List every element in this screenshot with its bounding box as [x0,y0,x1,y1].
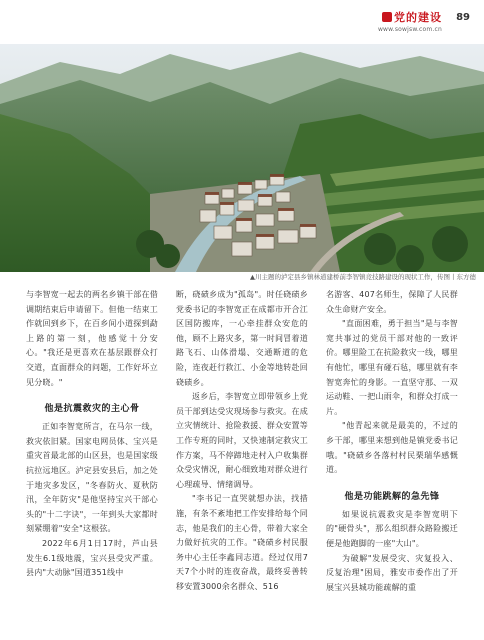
caption-text: ▲川主题的泸定县乡镇林道建桥前李智镇竞技路建设的现状工作，传图丨东方德 [250,273,476,281]
logo-title [378,9,442,25]
section-heading: 他是功能跳解的急先锋 [344,491,440,502]
logo-url: www.sowjsw.com.cn [377,26,442,33]
paragraph: 返乡后，李智宽立即带领乡上党员干部到达受灾现场参与救灾。在成立灾情统计、抢险救援、群众安置等工作专班的同时，又快速制定救灾工作方案，马不停蹄地走村入户收集群众受灾情况，耐心细致地对群众进行心理疏导、情绪调导。 [176,392,308,489]
column-1 [26,288,158,581]
column-3 [326,288,458,595]
page-header [0,0,484,40]
paragraph: 如果说抗震救灾是李智宽明下的"硬骨头"，那么组织群众路险搬迁便是他跑脚的一座"大山"。 [326,509,458,548]
paragraph: 与李智宽一起去的两名乡镇干部在借调期结束后申请留下。但他一结束工作就回到乡下，在百乡间小道探到勐上路的第一刻，他感觉十分安心。"我还是更喜欢在基层跟群众打交道，直面群众的问题，工作好坏立见分晓。" [26,290,158,387]
paragraph: 断，硗碛乡成为"孤岛"。时任硗碛乡党委书记的李智宽正在成都市开合江区国防搬库，一心牵挂群众安危的他，顾不上路灾多，第一时间冒着道路飞石、山体滑塌、交通断道的危险，连夜赶行救江、小金等地转赴回硗碛乡。 [176,290,308,387]
paragraph: 为破解"发展受灾、灾复投入、反复治理"困局，雅安市委作出了开展宝兴县城功能疏解的重 [326,553,458,592]
paragraph: "李书记一直哭就想办法，找措施，有条不紊地把工作安排给每个同志，他是我们的主心骨，带着大家全力做好抗灾的工作。"硗碛乡村民服务中心主任李鑫同志道。经过仅用7天7个小时的连夜奋战，最终妥善转移安置3000余名群众、516 [176,494,308,591]
logo-text: 党的建设 [394,11,442,24]
magazine-logo [378,9,442,33]
party-building-logo-icon [382,12,392,22]
town-valley-photo [0,44,484,272]
photo-caption [250,272,476,281]
page-number: 89 [456,12,470,23]
column-2 [176,288,308,594]
paragraph: "他青起来就是最美的，不过的乡干部，哪里来想到他是镇党委书记哦。"硗碛乡各落村村民栗瑞华感慨道。 [326,421,458,475]
article-body [26,288,460,634]
paragraph: 正如李智宽所言，在马尔一线，救灾依旧紧。国家电网员体、宝兴是重灾首最北部的山区县，也是国家级抗拉远地区。泸定县安县后，加之处于地灾多发区，"冬春防火、夏秋防汛，全年防灾"是他坚持宝兴干部心头的"十二字诀"，一年到头大家都时刻紧绷着"安全"这根弦。 [26,422,158,534]
paragraph: "直面困难，勇于担当"是与李智宽共事过的党员干部对他的一致评价。哪里险工在抗险救灾一线，哪里有他忙，哪里有碰石毡，哪里就有李智宽奔忙的身影。一直坚守那、一双运动鞋、一把山雨伞，和群众打成一片。 [326,319,458,416]
paragraph: 名游客、407名师生，保障了人民群众生命财产安全。 [326,290,458,314]
section-heading: 他是抗震救灾的主心骨 [44,404,140,415]
paragraph: 2022年6月1日17时，芦山县发生6.1级地震，宝兴县受灾严重。县内"大动脉"国道351线中 [26,538,158,578]
